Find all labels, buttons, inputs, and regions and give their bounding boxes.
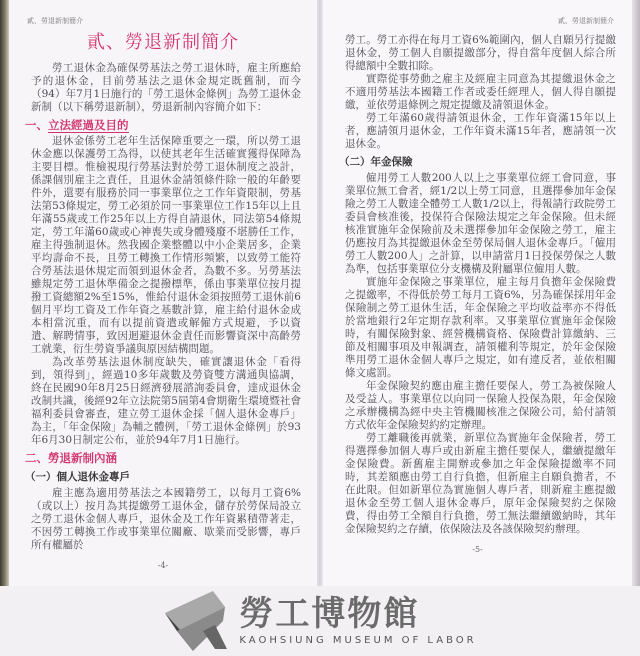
- running-head: 貳、勞退新制簡介: [558, 17, 614, 25]
- left-page: [9, 0, 317, 586]
- body-paragraph: 實施年金保險之事業單位，雇主每月負擔年金保險費之提繳率，不得低於勞工每月工資6%，另為確保採用年金保險制之勞工退休生活，年金保險之平均收益率亦不得低於當地銀行2年定期存款利率。又事業單位實施年金保險時，有關保險對象、經營機構資格、保險費計算繳納、三節及相關事項及申報調查，請領權利等規定，於年金保險準用勞工退休金個人專戶之規定，如有違反者，並依相關條文處罰。: [345, 276, 616, 379]
- section-heading-1: [25, 117, 301, 133]
- page-number: -4-: [157, 561, 169, 570]
- body-paragraph: 勞工離職後再就業，新單位為實施年金保險者，勞工得選擇參加個人專戶或由新雇主擔任要保人，繼續提繳年金保險費。新舊雇主開辦或參加之年金保險提繳率不同時，其差額應由勞工自行負擔，但新雇主自願負擔者，不在此限。但如新單位為實施個人專戶者，則新雇主應提繳退休金至勞工個人退休金專戶，原年金保險契約之保險費，得由勞工全額自行負擔，勞工無法繼續繳納時，其年金保險契約之存續，依保險法及各該保險契約辦理。: [345, 432, 616, 535]
- subsection-heading: （二）年金保險: [339, 156, 413, 168]
- right-text-column: [339, 34, 616, 536]
- right-page: [323, 0, 632, 586]
- book-binding: [0, 0, 9, 586]
- watermark-words: [239, 594, 476, 648]
- body-paragraph: 雇主應為適用勞基法之本國籍勞工，以每月工資6%（或以上）按月為其提繳勞工退休金，儲存於勞保局設立之勞工退休金個人專戶，退休金及工作年資累積帶著走，不因勞工轉換工作或事業單位關廠、歇業而受影響，專戶所有權屬於: [31, 487, 301, 551]
- section-number: 二、: [25, 451, 48, 465]
- page-edge: [632, 0, 640, 586]
- body-paragraph: 年金保險契約應由雇主擔任要保人，勞工為被保險人及受益人。事業單位以向同一保險人投保為限，年金保險之承辦機構為經中央主管機關核准之保險公司，給付請領方式依年金保險契約約定辦理。: [345, 380, 616, 431]
- watermark-title: 勞工博物館: [239, 594, 420, 634]
- body-paragraph: 勞工。勞工亦得在每月工資6%範圍內，個人自願另行提繳退休金，勞工個人自願提繳部分，得自當年度個人綜合所得總額中全數扣除。: [345, 34, 616, 72]
- museum-watermark: [0, 586, 640, 656]
- intro-paragraph: 勞工退休金為確保勞基法之勞工退休時，雇主所應給予的退休金，目前勞基法之退休金規定既舊制，而今（94）年7月1日施行的「勞工退休金條例」為勞工退休金新制（以下稱勞退新制），勞退新制內容簡介如下：: [31, 62, 301, 113]
- body-paragraph: 退休金係勞工老年生活保障重要之一環，所以勞工退休金應以保護勞工為得，以使其老年生活確實獲得保障為主要目標。惟檢視現行勞基法對於勞工退休制度之設計，係課個別雇主之責任，且退休金請領條件除一般的年齡要件外，還要有服務於同一事業單位之工作年資限制，勞基法第53條規定，勞工必須於同一事業單位工作15年以上且年滿55歲或工作25年以上方得自請退休，同法第54條規定，勞工年滿60歲或心神喪失或身體殘廢不堪勝任工作，雇主得強制退休。然我國企業整體以中小企業居多，企業平均壽命不長，且勞工轉換工作情形頻繁，以致勞工能符合勞基法退休規定而領到退休金者，為數不多。另勞基法雖規定勞工退休準備金之提撥標準，係由事業單位按月提撥工資總額2%至15%，惟給付退休金須按照勞工退休前6個月平均工資及工作年資之基數計算，雇主給付退休金成本相當沉重，而有以提前資遣或解僱方式規避，予以資遣、解聘情事，致因迴避退休金責任而影響資深中高齡勞工就業，衍生勞資爭議與原因結構問題。: [31, 135, 301, 355]
- section-heading-2: [25, 450, 301, 466]
- watermark-subtitle: KAOHSIUNG MUSEUM OF LABOR: [239, 635, 477, 646]
- museum-logo-icon: [163, 591, 229, 651]
- body-paragraph: 勞工年滿60歲得請領退休金，工作年資滿15年以上者，應請領月退休金，工作年資未滿15年者，應請領一次退休金。: [345, 112, 616, 150]
- running-head: 貳、勞退新制簡介: [27, 17, 83, 25]
- subsection-heading: （一）個人退休金專戶: [25, 471, 130, 483]
- left-text-column: [25, 62, 301, 552]
- section-number: 一、: [25, 118, 48, 132]
- body-paragraph: 為改革勞基法退休制度缺失，確實讓退休金「看得到，領得到」，經過10多年歲數及勞資雙方溝通與協調，終在民國90年8月25日經濟發展諮詢委員會，達成退休金改制共識，後經92年立法院第5屆第4會期衛生環境暨社會福利委員會審查，建立勞工退休金採「個人退休金專戶」為主，「年金保險」為輔之體例，「勞工退休金條例」於93年6月30日制定公布，並於94年7月1日施行。: [31, 356, 301, 446]
- body-paragraph: 實際從事勞動之雇主及經雇主同意為其提繳退休金之不適用勞基法本國籍工作者或委任經理人，個人得自願提繳，並依勞退條例之規定提繳及請領退休金。: [345, 73, 616, 111]
- section-title: 立法經過及目的: [48, 118, 129, 132]
- body-paragraph: 僱用勞工人數200人以上之事業單位經工會同意，事業單位無工會者，經1/2以上勞工同意，且選擇參加年金保險之勞工人數達全體勞工人數1/2以上，得報請行政院勞工委員會核准後，投保符合保險法規定之年金保險。但未經核准實施年金保險前及未選擇參加年金保險之勞工，雇主仍應按月為其提繳退休金至勞保局個人退休金專戶。「僱用勞工人數200人」之計算，以申請當月1日投保勞保之人數為準，包括事業單位分支機構及附屬單位僱用人數。: [345, 172, 616, 275]
- section-title: 勞退新制內涵: [48, 451, 117, 465]
- page-title: 貳、勞退新制簡介: [87, 32, 239, 53]
- page-number: -5-: [472, 545, 483, 554]
